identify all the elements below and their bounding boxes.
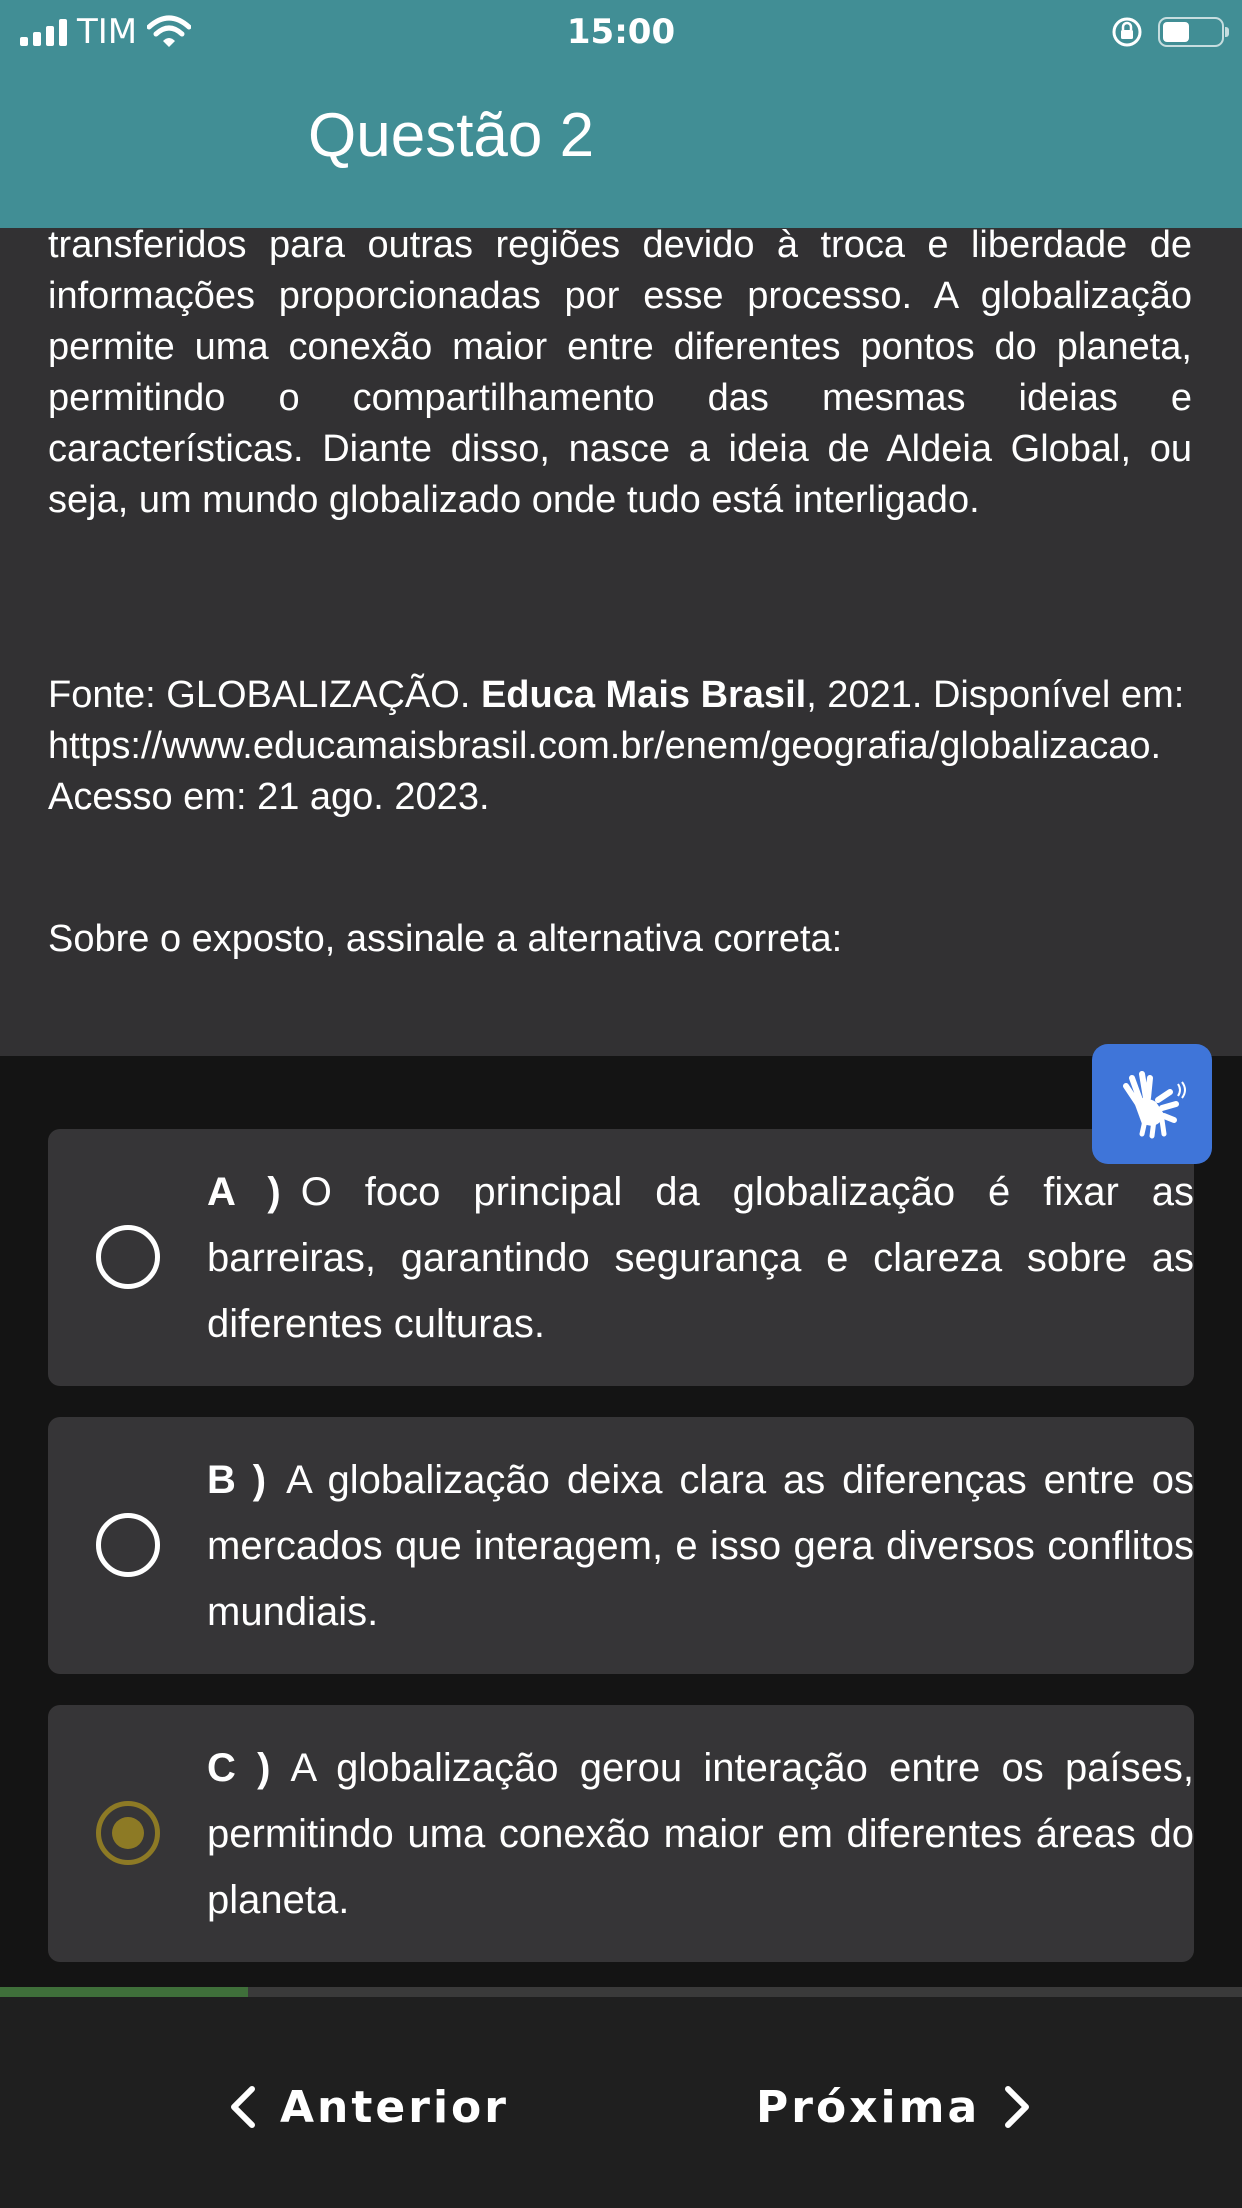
sign-language-button[interactable] — [1092, 1044, 1212, 1164]
question-source — [48, 670, 1192, 823]
status-bar — [0, 0, 1242, 64]
page-title: Questão 2 — [308, 101, 595, 170]
clock: 15:00 — [566, 12, 676, 52]
previous-label: Anterior — [280, 2081, 509, 2133]
option-b-label: A globalização deixa clara as diferenças entre os mercados que interagem, e isso gera diversos conflitos mundiais. — [207, 1458, 1195, 1634]
sign-language-icon — [1112, 1064, 1192, 1144]
option-c-label: A globalização gerou interação entre os países, permitindo uma conexão maior em diferentes áreas do planeta. — [207, 1746, 1194, 1922]
option-b[interactable] — [48, 1417, 1194, 1674]
option-c[interactable] — [48, 1705, 1194, 1962]
question-text: transferidos para outras regiões devido à troca e liberdade de informações proporcionadas por esse processo. A globalização permite uma conexão maior entre diferentes pontos do planeta, permitindo o compartilhamento das mesmas ideias e características. Diante disso, nasce a ideia de Aldeia Global, ou seja, um mundo globalizado onde tudo está interligado. — [48, 228, 1192, 521]
option-b-text — [207, 1447, 1194, 1645]
option-c-text — [207, 1735, 1194, 1933]
previous-button[interactable] — [228, 2077, 509, 2137]
option-b-radio[interactable] — [96, 1513, 160, 1577]
footer-nav — [0, 1997, 1242, 2208]
next-button[interactable] — [756, 2077, 1032, 2137]
battery-icon — [1158, 17, 1224, 47]
option-a-label: O foco principal da globalização é fixar as barreiras, garantindo segurança e clareza sobre as diferentes culturas. — [207, 1170, 1194, 1346]
rotation-lock-icon — [1110, 15, 1144, 49]
source-title: Educa Mais Brasil — [480, 674, 807, 716]
carrier-name: TIM — [77, 12, 138, 52]
option-b-letter: B ) — [207, 1458, 267, 1502]
chevron-right-icon — [1002, 2085, 1032, 2129]
progress-fill — [0, 1987, 248, 1997]
option-a-radio[interactable] — [96, 1225, 160, 1289]
option-c-radio[interactable] — [96, 1801, 160, 1865]
header — [0, 64, 1242, 228]
option-a[interactable] — [48, 1129, 1194, 1386]
next-label: Próxima — [756, 2081, 981, 2133]
source-prefix: Fonte: GLOBALIZAÇÃO. — [48, 674, 481, 716]
source-suffix: , 2021. Disponível em: https://www.educamaisbrasil.com.br/enem/geografia/globalizacao. Acesso em: 21 ago. 2023. — [48, 674, 1185, 818]
option-a-letter: A ) — [207, 1170, 281, 1214]
question-prompt: Sobre o exposto, assinale a alternativa correta: — [48, 918, 843, 960]
progress-bar — [0, 1987, 1242, 1997]
status-right — [1110, 12, 1224, 52]
option-c-letter: C ) — [207, 1746, 271, 1790]
option-a-text — [207, 1159, 1194, 1357]
chevron-left-icon — [228, 2085, 258, 2129]
question-panel[interactable] — [0, 228, 1242, 1056]
